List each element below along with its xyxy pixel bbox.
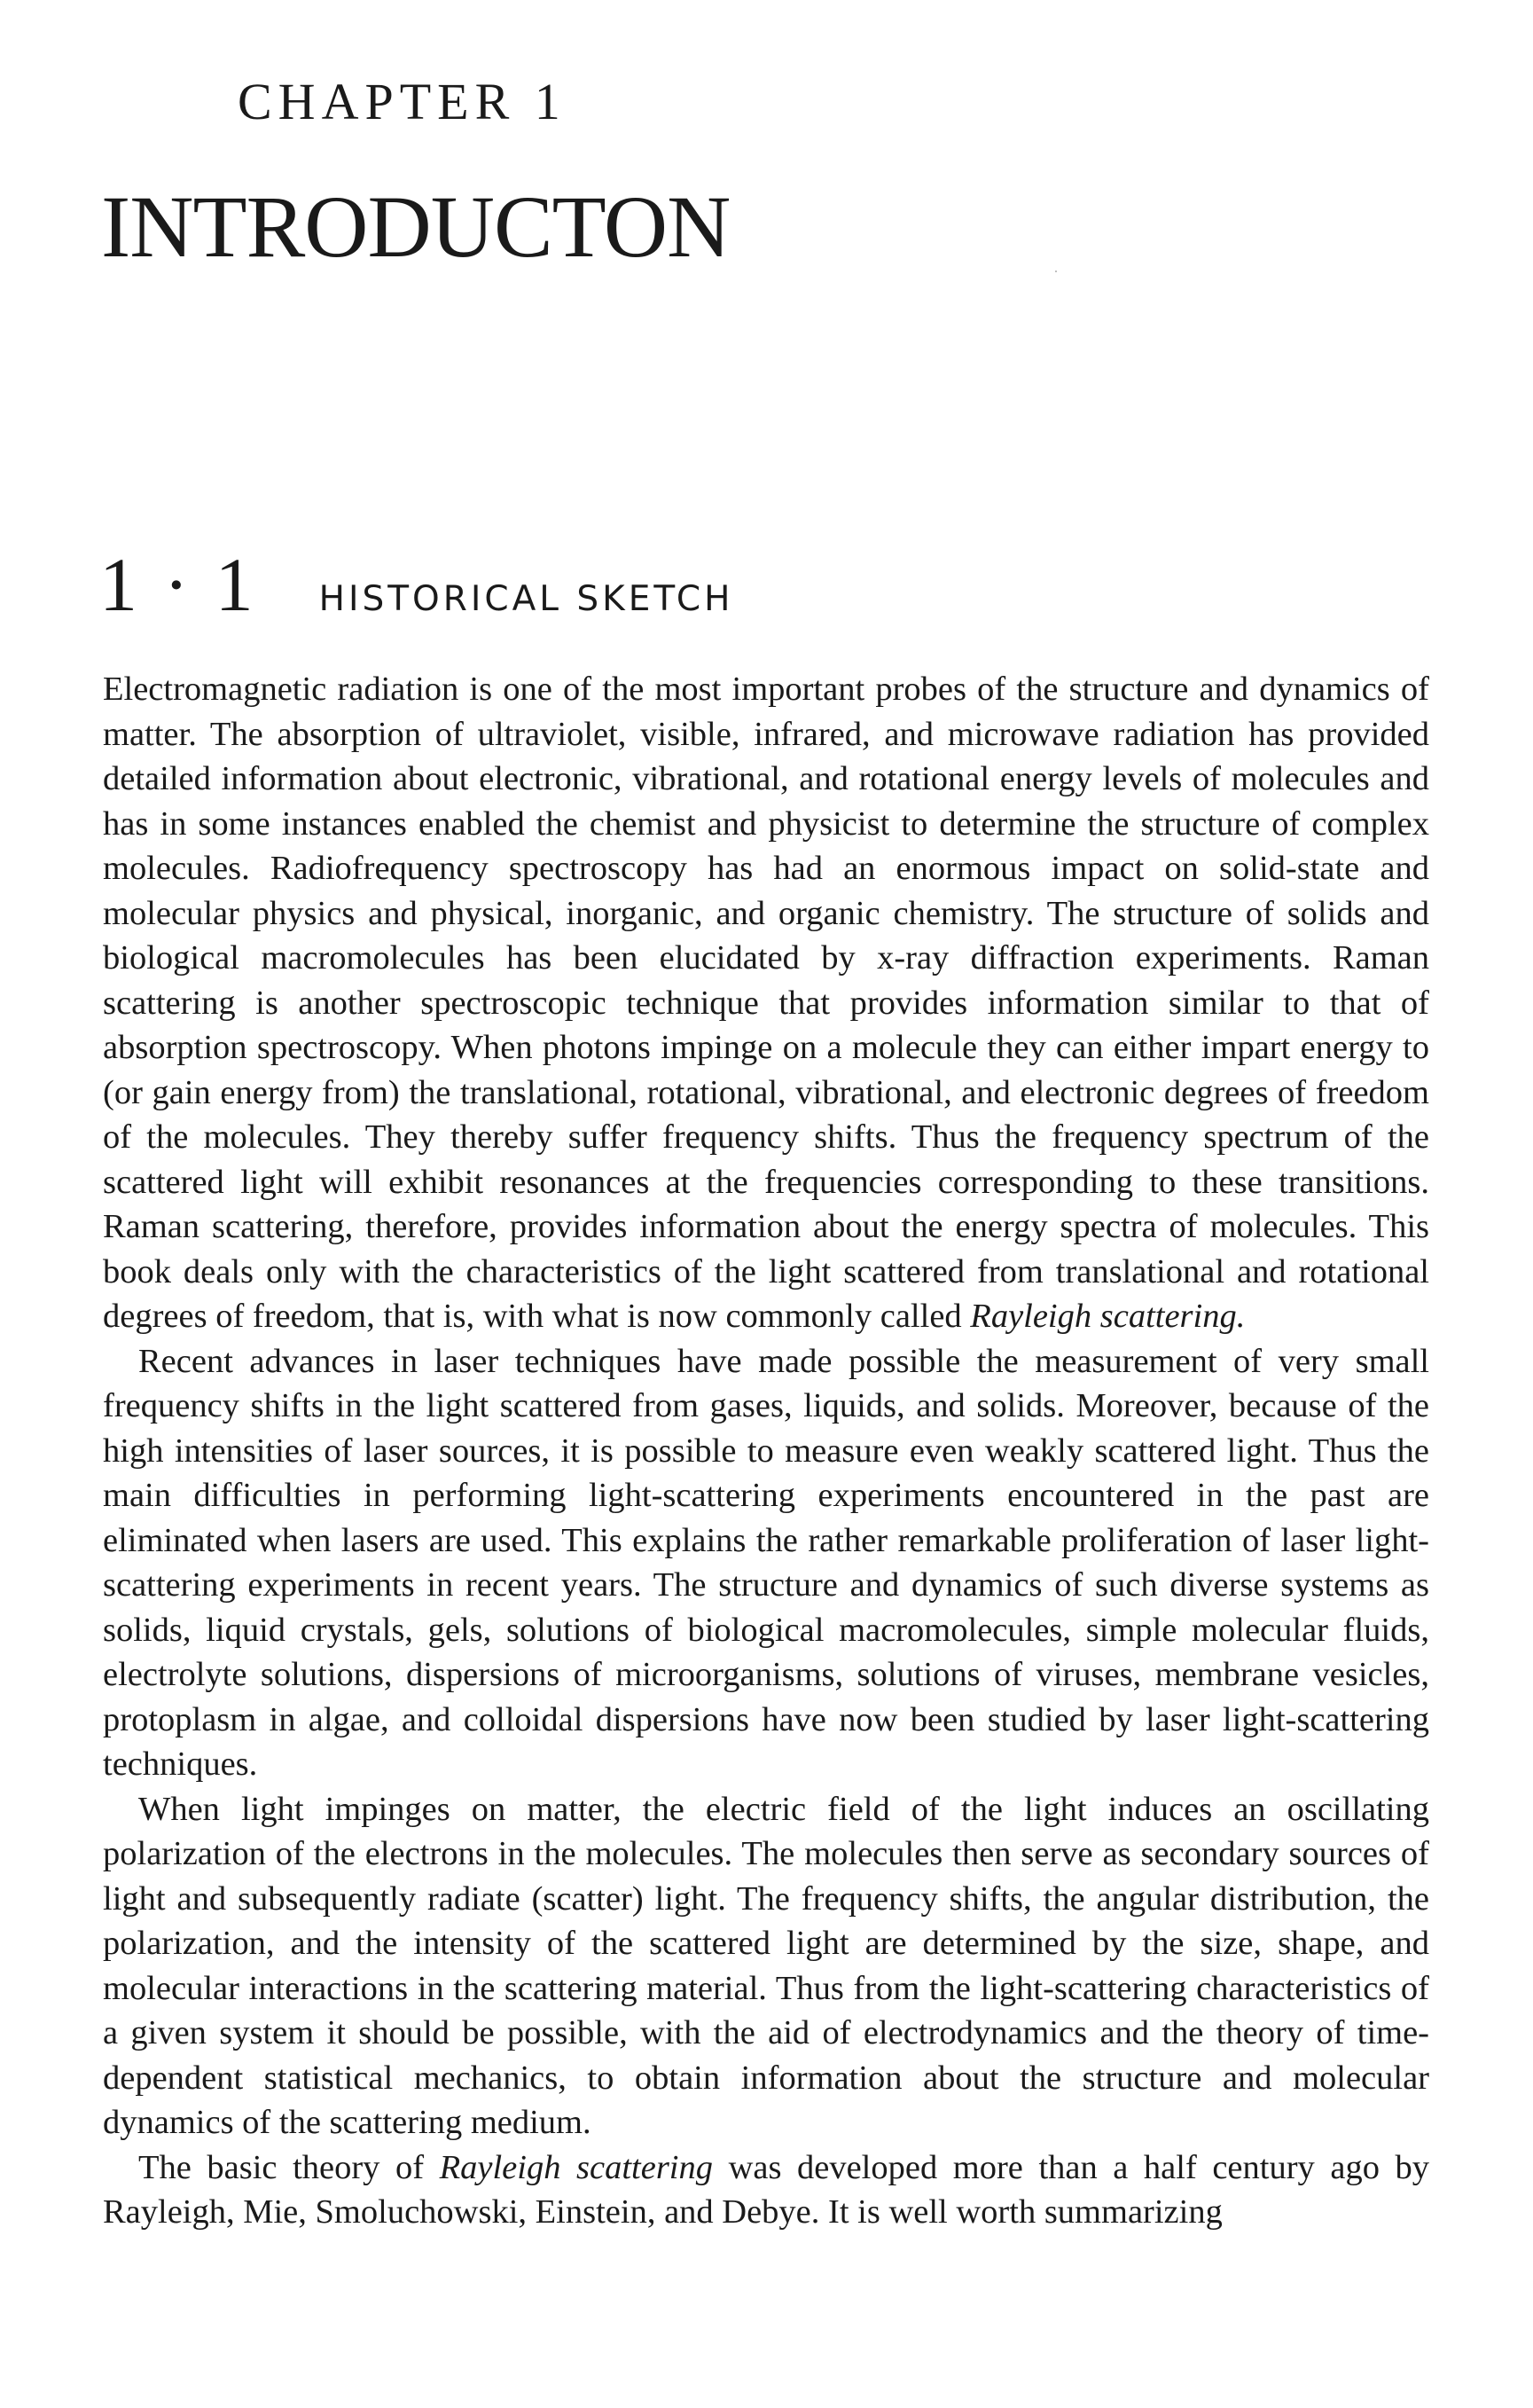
paragraph-emphasis: Rayleigh scattering [439, 2148, 714, 2186]
paragraph-4 [103, 2145, 1429, 2235]
chapter-label: CHAPTER 1 [238, 73, 567, 130]
body-text [103, 667, 1429, 2235]
section-title: HISTORICAL SKETCH [318, 579, 734, 619]
paragraph-text-tail: was developed more than a half century ago by Rayleigh, Mie, Smoluchowski, Einstein, and Debye. It is well worth summarizing [103, 2148, 1429, 2231]
paragraph-text: When light impinges on matter, the electric field of the light induces an oscillating polarization of the electrons in the molecules. The molecules then serve as secondary sources of light and subsequently radiate (scatter) light. The frequency shifts, the angular distribution, the polarization, and the intensity of the scattered light are determined by the size, shape, and molecular interactions in the scattering material. Thus from the light-scattering characteristics of a given system it should be possible, with the aid of electrodynamics and the theory of time-dependent statistical mechanics, to obtain information about the structure and molecular dynamics of the scattering medium. [103, 1790, 1429, 2141]
section-number: 1 · 1 [99, 542, 257, 627]
paragraph-text: Electromagnetic radiation is one of the most important probes of the structure and dynamics of matter. The absorption of ultraviolet, visible, infrared, and microwave radiation has provided detailed information about electronic, vibrational, and rotational energy levels of molecules and has in some instances enabled the chemist and physicist to determine the structure of complex molecules. Radiofrequency spectroscopy has had an enormous impact on solid-state and molecular physics and physical, inorganic, and organic chemistry. The structure of solids and biological macromolecules has been elucidated by x-ray diffraction experiments. Raman scattering is another spectroscopic technique that provides information similar to that of absorption spectroscopy. When photons impinge on a molecule they can either impart energy to (or gain energy from) the translational, rotational, vibrational, and electronic degrees of freedom of the molecules. They thereby suffer frequency shifts. Thus the frequency spectrum of the scattered light will exhibit resonances at the frequencies corresponding to these transitions. Raman scattering, therefore, provides information about the energy spectra of molecules. This book deals only with the characteristics of the light scattered from translational and rotational degrees of freedom, that is, with what is now commonly called [103, 671, 1429, 1335]
paragraph-text: Recent advances in laser techniques have made possible the measurement of very small frequency shifts in the light scattered from gases, liquids, and solids. Moreover, because of the high intensities of laser sources, it is possible to measure even weakly scattered light. Thus the main difficulties in performing light-scattering experiments encountered in the past are eliminated when lasers are used. This explains the rather remarkable proliferation of laser light-scattering experiments in recent years. The structure and dynamics of such diverse systems as solids, liquid crystals, gels, solutions of biological macromolecules, simple molecular fluids, electrolyte solutions, dispersions of microorganisms, solutions of viruses, membrane vesicles, protoplasm in algae, and colloidal dispersions have now been studied by laser light-scattering techniques. [103, 1342, 1429, 1783]
scan-speck [1055, 271, 1057, 272]
section-heading [99, 542, 734, 627]
paragraph-1 [103, 667, 1429, 1339]
paragraph-3 [103, 1787, 1429, 2145]
paragraph-emphasis: Rayleigh scattering. [970, 1298, 1246, 1335]
paragraph-text: The basic theory of [138, 2148, 440, 2186]
chapter-title: INTRODUCTON [101, 177, 731, 276]
paragraph-2 [103, 1339, 1429, 1787]
